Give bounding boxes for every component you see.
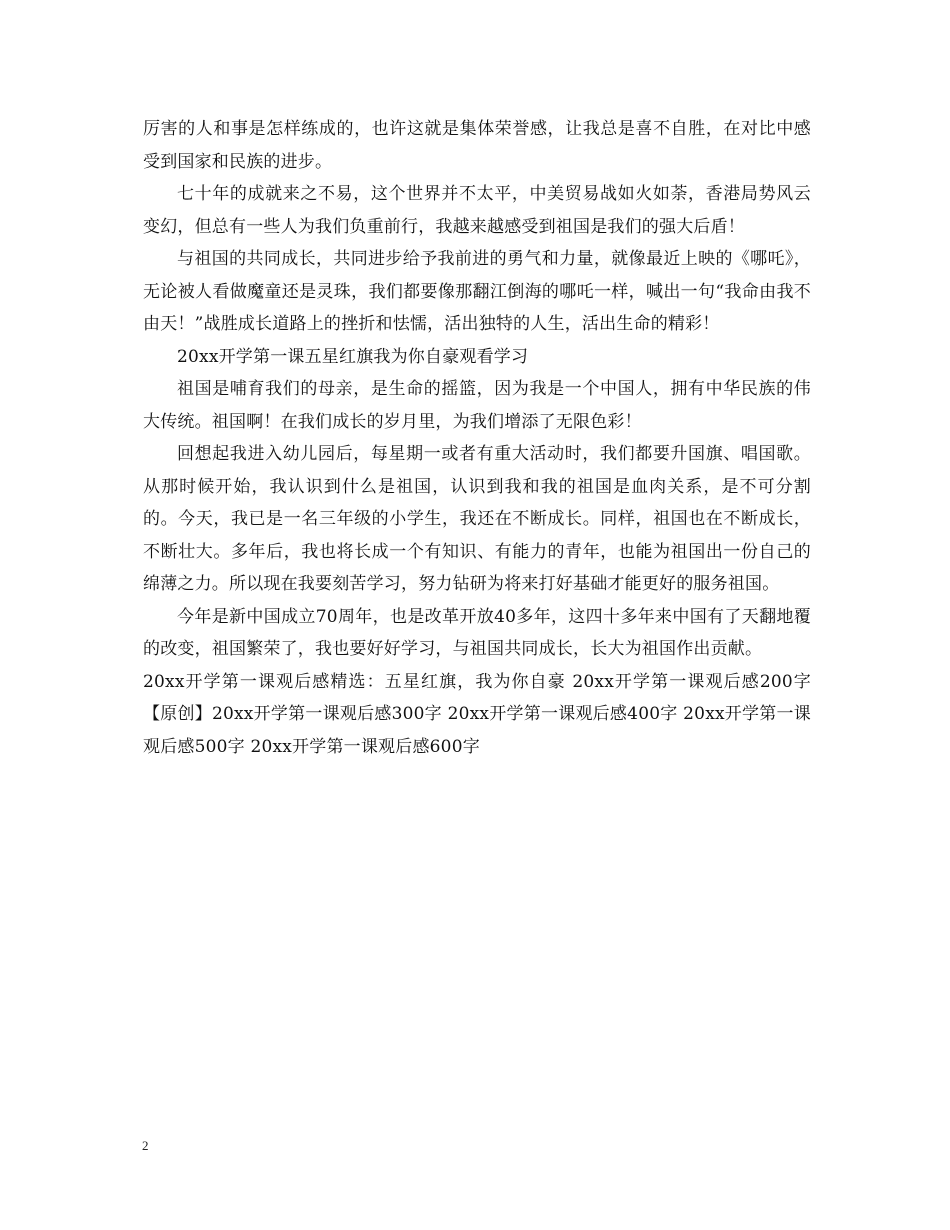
paragraph-4: 祖国是哺育我们的母亲，是生命的摇篮，因为我是一个中国人，拥有中华民族的伟大传统。祖国啊！在我们成长的岁月里，为我们增添了无限色彩！	[143, 379, 811, 432]
paragraph-6: 今年是新中国成立70周年，也是改革开放40多年，这四十多年来中国有了天翻地覆的改变，祖国繁荣了，我也要好好学习，与祖国共同成长，长大为祖国作出贡献。	[143, 606, 811, 659]
section-heading: 20xx开学第一课五星红旗我为你自豪观看学习	[177, 346, 529, 367]
document-body	[143, 113, 811, 763]
paragraph-5: 回想起我进入幼儿园后，每星期一或者有重大活动时，我们都要升国旗、唱国歌。从那时候开始，我认识到什么是祖国，认识到我和我的祖国是血肉关系，是不可分割的。今天，我已是一名三年级的小学生，我还在不断成长。同样，祖国也在不断成长，不断壮大。多年后，我也将长成一个有知识、有能力的青年，也能为祖国出一份自己的绵薄之力。所以现在我要刻苦学习，努力钻研为将来打好基础才能更好的服务祖国。	[143, 444, 811, 594]
paragraph-2: 七十年的成就来之不易，这个世界并不太平，中美贸易战如火如荼，香港局势风云变幻，但总有一些人为我们负重前行，我越来越感受到祖国是我们的强大后盾！	[143, 184, 811, 237]
paragraph-3: 与祖国的共同成长，共同进步给予我前进的勇气和力量，就像最近上映的《哪吒》，无论被人看做魔童还是灵珠，我们都要像那翻江倒海的哪吒一样，喊出一句“我命由我不由天！”战胜成长道路上的挫折和怯懦，活出独特的人生，活出生命的精彩！	[143, 249, 811, 334]
page-number: 2	[142, 1138, 149, 1153]
paragraph-1: 厉害的人和事是怎样练成的，也许这就是集体荣誉感，让我总是喜不自胜，在对比中感受到国家和民族的进步。	[143, 119, 811, 172]
related-articles-links: 20xx开学第一课观后感精选：五星红旗，我为你自豪 20xx开学第一课观后感200字【原创】20xx开学第一课观后感300字 20xx开学第一课观后感400字 20xx开学第一课观后感500字 20xx开学第一课观后感600字	[143, 671, 811, 757]
